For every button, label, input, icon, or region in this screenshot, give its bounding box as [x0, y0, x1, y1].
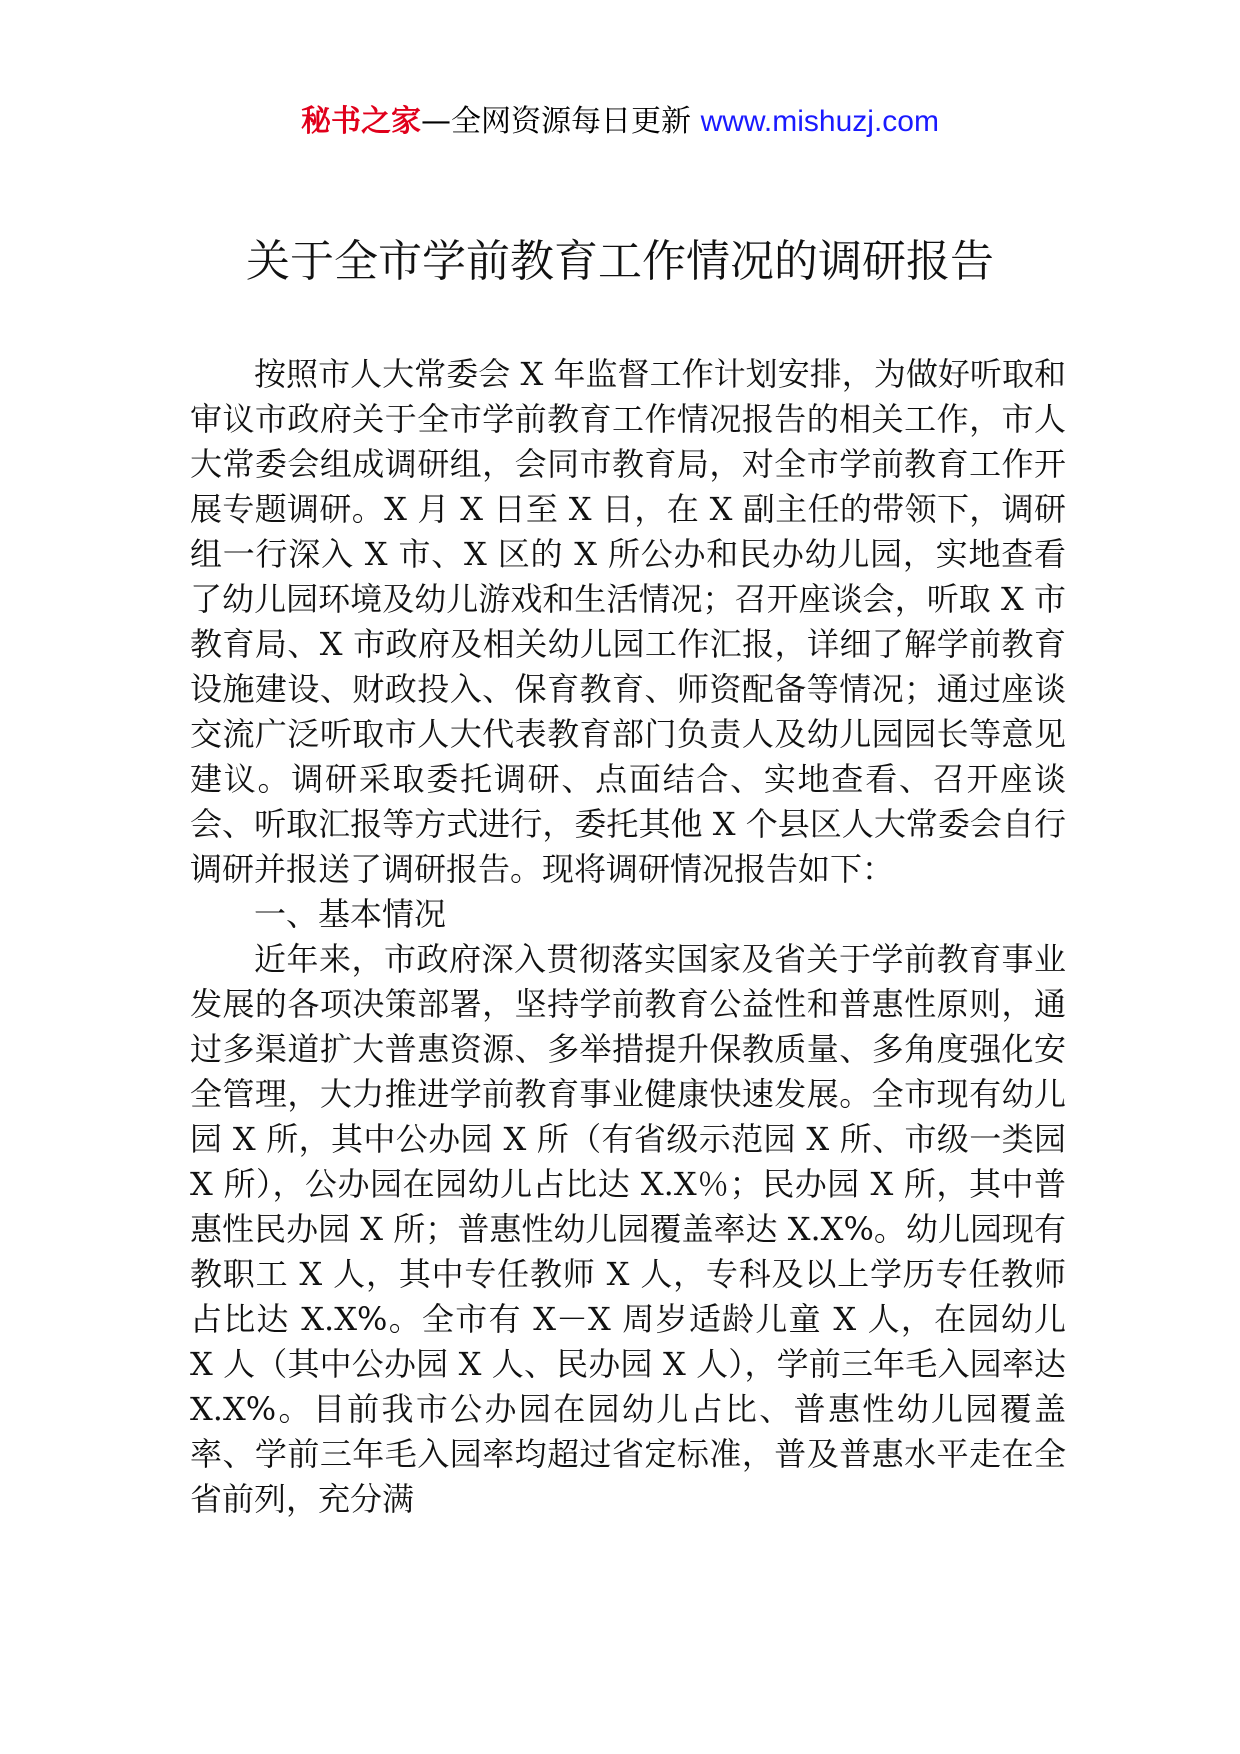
- brand-name: 秘书之家: [301, 104, 422, 139]
- site-banner: [0, 100, 1240, 144]
- intro-paragraph: 按照市人大常委会 X 年监督工作计划安排，为做好听取和审议市政府关于全市学前教育工作情况报告的相关工作，市人大常委会组成调研组，会同市教育局，对全市学前教育工作开展专题调研。X 月 X 日至 X 日，在 X 副主任的带领下，调研组一行深入 X 市、X 区的 X 所公办和民办幼儿园，实地查看了幼儿园环境及幼儿游戏和生活情况；召开座谈会，听取 X 市教育局、X 市政府及相关幼儿园工作汇报，详细了解学前教育设施建设、财政投入、保育教育、师资配备等情况；通过座谈交流广泛听取市人大代表教育部门负责人及幼儿园园长等意见建议。调研采取委托调研、点面结合、实地查看、召开座谈会、听取汇报等方式进行，委托其他 X 个县区人大常委会自行调研并报送了调研报告。现将调研情况报告如下：: [190, 355, 1066, 888]
- banner-slogan: —全网资源每日更新: [421, 104, 701, 139]
- document-title: 关于全市学前教育工作情况的调研报告: [246, 236, 994, 287]
- section-heading: 一、基本情况: [254, 895, 447, 933]
- document-body: [190, 352, 1066, 1522]
- body-paragraph: 近年来，市政府深入贯彻落实国家及省关于学前教育事业发展的各项决策部署，坚持学前教育公益性和普惠性原则，通过多渠道扩大普惠资源、多举措提升保教质量、多角度强化安全管理，大力推进学前教育事业健康快速发展。全市现有幼儿园 X 所，其中公办园 X 所（有省级示范园 X 所、市级一类园 X 所），公办园在园幼儿占比达 X.X％；民办园 X 所，其中普惠性民办园 X 所；普惠性幼儿园覆盖率达 X.X%。幼儿园现有教职工 X 人，其中专任教师 X 人，专科及以上学历专任教师占比达 X.X%。全市有 X－X 周岁适龄儿童 X 人，在园幼儿 X 人（其中公办园 X 人、民办园 X 人），学前三年毛入园率达 X.X%。目前我市公办园在园幼儿占比、普惠性幼儿园覆盖率、学前三年毛入园率均超过省定标准，普及普惠水平走在全省前列，充分满: [190, 940, 1066, 1518]
- site-url-link[interactable]: www.mishuzj.com: [700, 105, 939, 138]
